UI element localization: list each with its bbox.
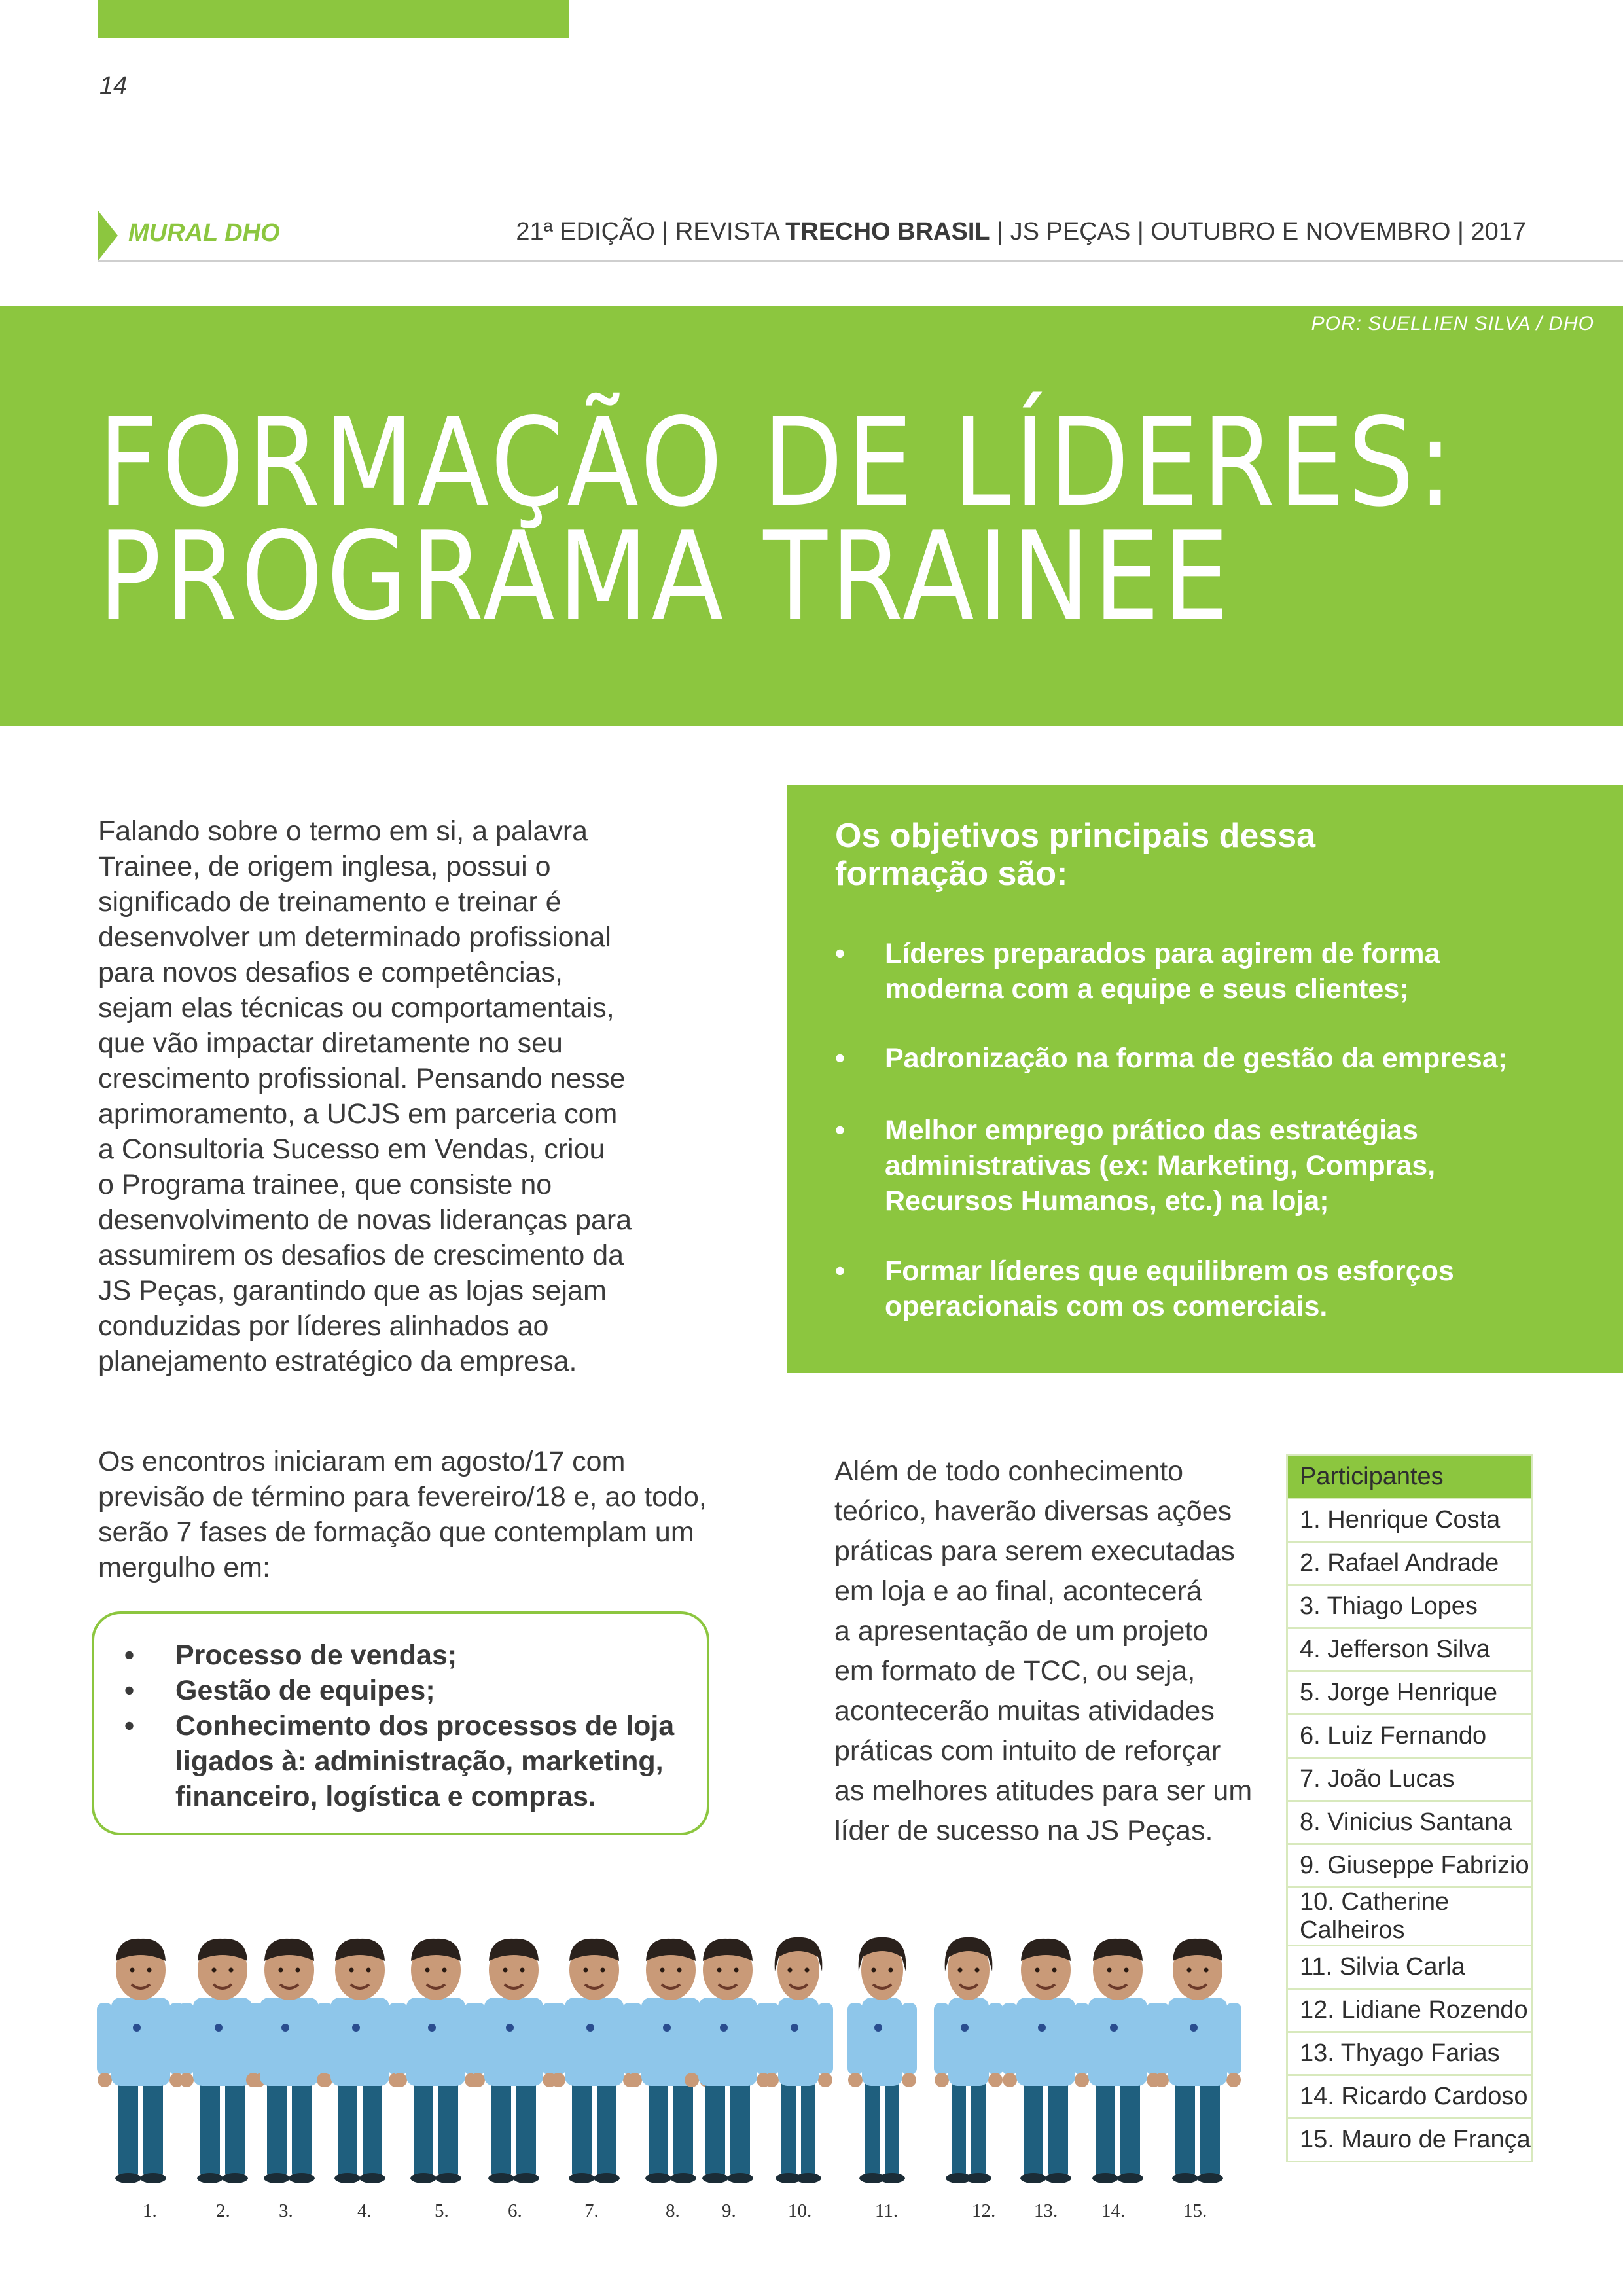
header-divider bbox=[98, 260, 1623, 262]
figure-hand bbox=[1075, 2073, 1089, 2087]
bullet-icon: • bbox=[835, 1115, 846, 1146]
intro-line: que vão impactar diretamente no seu bbox=[98, 1028, 563, 1059]
bullet-icon: • bbox=[835, 1255, 846, 1287]
objective-item bbox=[835, 1041, 1588, 1076]
team-figure bbox=[97, 1939, 185, 2183]
bullet-icon: • bbox=[124, 1640, 135, 1671]
figure-hand bbox=[685, 2073, 699, 2087]
figure-shoe bbox=[965, 2173, 991, 2183]
figure-arm bbox=[245, 2003, 261, 2075]
figure-eye bbox=[296, 1968, 300, 1973]
figure-arm bbox=[1074, 2003, 1090, 2075]
figure-hand bbox=[902, 2073, 916, 2087]
logo-icon bbox=[428, 2024, 436, 2032]
figure-leg bbox=[885, 2078, 899, 2176]
bullet-icon: • bbox=[124, 1675, 135, 1706]
figure-eye bbox=[660, 1968, 665, 1973]
figure-hand bbox=[818, 2073, 832, 2087]
conclusion-line: teórico, haverão diversas ações bbox=[834, 1496, 1232, 1527]
figure-arm bbox=[901, 2003, 917, 2075]
section-arrow-icon bbox=[98, 211, 118, 260]
objective-line: Recursos Humanos, etc.) na loja; bbox=[885, 1185, 1329, 1217]
magazine-name: TRECHO BRASIL bbox=[785, 218, 990, 245]
figure-leg bbox=[673, 2078, 693, 2176]
figure-eye bbox=[1035, 1968, 1040, 1973]
figure-number: 14. bbox=[1101, 2200, 1126, 2221]
topic-item bbox=[124, 1673, 681, 1708]
figure-arm bbox=[1002, 2003, 1018, 2075]
table-row bbox=[1287, 2032, 1532, 2075]
objective-line: Formar líderes que equilibrem os esforços bbox=[885, 1255, 1454, 1287]
logo-icon bbox=[352, 2024, 360, 2032]
figure-hand bbox=[1003, 2073, 1017, 2087]
intro-line: desenvolver um determinado profissional bbox=[98, 922, 611, 953]
figure-shoe bbox=[513, 2173, 539, 2183]
figure-shoe bbox=[670, 2173, 696, 2183]
figure-eye bbox=[889, 1968, 893, 1973]
participant-name: 13. Thyago Farias bbox=[1287, 2032, 1532, 2075]
figure-shoe bbox=[795, 2173, 821, 2183]
meetings-line: previsão de término para fevereiro/18 e, ao todo, bbox=[98, 1481, 707, 1513]
figure-number: 11. bbox=[875, 2200, 899, 2221]
participant-name: 8. Vinicius Santana bbox=[1287, 1801, 1532, 1844]
logo-icon bbox=[1038, 2024, 1046, 2032]
participant-name: 14. Ricardo Cardoso bbox=[1287, 2075, 1532, 2119]
team-illustration bbox=[92, 1911, 1257, 2186]
figure-arm bbox=[179, 2003, 194, 2075]
figure-shoe bbox=[410, 2173, 437, 2183]
table-row bbox=[1287, 1628, 1532, 1672]
top-accent-bar bbox=[98, 0, 569, 38]
intro-line: planejamento estratégico da empresa. bbox=[98, 1346, 577, 1377]
team-figure bbox=[764, 1937, 833, 2183]
participant-name: 4. Jefferson Silva bbox=[1287, 1628, 1532, 1672]
conclusion-line: a apresentação de um projeto bbox=[834, 1615, 1209, 1647]
figure-leg bbox=[730, 2078, 750, 2176]
objectives-title-line-2: formação são: bbox=[835, 855, 1068, 893]
team-figure bbox=[550, 1939, 638, 2183]
figure-shirt bbox=[330, 1998, 389, 2086]
figure-number: 10. bbox=[788, 2200, 812, 2221]
figure-leg bbox=[225, 2078, 245, 2176]
figure-number: 13. bbox=[1034, 2200, 1058, 2221]
figure-leg bbox=[1120, 2078, 1140, 2176]
figure-shirt bbox=[948, 1998, 989, 2086]
objective-line: Melhor emprego prático das estratégias bbox=[885, 1115, 1418, 1146]
topic-line: financeiro, logística e compras. bbox=[175, 1781, 596, 1812]
team-figure bbox=[934, 1937, 1003, 2183]
figure-shoe bbox=[569, 2173, 595, 2183]
topic-line: ligados à: administração, marketing, bbox=[175, 1746, 664, 1777]
conclusion-line: líder de sucesso na JS Peças. bbox=[834, 1815, 1213, 1846]
figure-eye bbox=[805, 1968, 810, 1973]
figure-eye bbox=[734, 1968, 739, 1973]
logo-icon bbox=[663, 2024, 671, 2032]
figure-shirt bbox=[1088, 1998, 1147, 2086]
conclusion-line: em formato de TCC, ou seja, bbox=[834, 1655, 1196, 1687]
figure-shoe bbox=[1117, 2173, 1143, 2183]
logo-icon bbox=[586, 2024, 594, 2032]
table-row bbox=[1287, 2119, 1532, 2162]
conclusion-line: acontecerão muitas atividades bbox=[834, 1695, 1215, 1727]
intro-line: o Programa trainee, que consiste no bbox=[98, 1169, 552, 1200]
figure-eye bbox=[366, 1968, 371, 1973]
figure-shirt bbox=[1168, 1998, 1227, 2086]
meetings-paragraph bbox=[98, 1444, 726, 1585]
figure-shirt bbox=[406, 1998, 465, 2086]
article-title bbox=[98, 391, 1457, 647]
intro-line: Trainee, de origem inglesa, possui o bbox=[98, 851, 551, 882]
figure-shoe bbox=[334, 2173, 361, 2183]
logo-icon bbox=[1110, 2024, 1118, 2032]
figure-hand bbox=[764, 2073, 779, 2087]
byline: POR: SUELLIEN SILVA / DHO bbox=[1311, 313, 1594, 334]
intro-line: JS Peças, garantindo que as lojas sejam bbox=[98, 1275, 607, 1306]
participants-header: Participantes bbox=[1287, 1456, 1532, 1499]
figure-eye bbox=[349, 1968, 354, 1973]
objective-line: administrativas (ex: Marketing, Compras, bbox=[885, 1150, 1436, 1181]
logo-icon bbox=[961, 2024, 969, 2032]
section-label: MURAL DHO bbox=[128, 219, 280, 247]
participant-name: 15. Mauro de França bbox=[1287, 2119, 1532, 2162]
intro-line: Falando sobre o termo em si, a palavra bbox=[98, 816, 588, 847]
table-row bbox=[1287, 1989, 1532, 2032]
figure-eye bbox=[788, 1968, 793, 1973]
table-row bbox=[1287, 1844, 1532, 1888]
figure-number: 2. bbox=[216, 2200, 230, 2221]
participants-header-row bbox=[1287, 1456, 1532, 1499]
figure-shoe bbox=[222, 2173, 248, 2183]
objective-item bbox=[835, 1253, 1588, 1324]
figure-shoe bbox=[702, 2173, 728, 2183]
figure-arm bbox=[988, 2003, 1003, 2075]
logo-icon bbox=[215, 2024, 223, 2032]
objective-line: Padronização na forma de gestão da empresa; bbox=[885, 1043, 1508, 1074]
table-row bbox=[1287, 1542, 1532, 1585]
page-number: 14 bbox=[99, 72, 128, 99]
figure-leg bbox=[1024, 2078, 1043, 2176]
topic-line: Processo de vendas; bbox=[175, 1640, 457, 1671]
title-line-1: FORMAÇÃO DE LÍDERES: bbox=[98, 391, 1457, 533]
figure-shoe bbox=[879, 2173, 905, 2183]
figure-hand bbox=[179, 2073, 194, 2087]
table-row bbox=[1287, 1499, 1532, 1542]
figure-number: 5. bbox=[435, 2200, 449, 2221]
figure-hand bbox=[98, 2073, 112, 2087]
objective-item bbox=[835, 936, 1588, 1007]
edition-prefix: 21ª EDIÇÃO | REVISTA bbox=[516, 218, 786, 245]
figure-leg bbox=[438, 2078, 458, 2176]
figure-eye bbox=[601, 1968, 605, 1973]
figure-leg bbox=[1200, 2078, 1220, 2176]
conclusion-line: Além de todo conhecimento bbox=[834, 1456, 1184, 1487]
figure-leg bbox=[801, 2078, 815, 2176]
figure-leg bbox=[200, 2078, 220, 2176]
figure-arm bbox=[316, 2003, 332, 2075]
figure-shoe bbox=[1020, 2173, 1046, 2183]
objective-line: moderna com a equipe e seus clientes; bbox=[885, 973, 1409, 1005]
figure-hand bbox=[935, 2073, 949, 2087]
intro-line: a Consultoria Sucesso em Vendas, criou bbox=[98, 1134, 605, 1165]
figure-number: 9. bbox=[722, 2200, 736, 2221]
figure-hand bbox=[246, 2073, 260, 2087]
team-figure bbox=[847, 1937, 917, 2183]
figure-shoe bbox=[359, 2173, 385, 2183]
figure-leg bbox=[597, 2078, 616, 2176]
figure-leg bbox=[705, 2078, 725, 2176]
meetings-line: serão 7 fases de formação que contemplam um bbox=[98, 1516, 694, 1548]
figure-shirt bbox=[484, 1998, 543, 2086]
topic-line: Conhecimento dos processos de loja bbox=[175, 1710, 675, 1742]
figure-eye bbox=[717, 1968, 722, 1973]
intro-paragraph bbox=[98, 814, 668, 1379]
figure-hand bbox=[1226, 2073, 1241, 2087]
figure-number: 6. bbox=[508, 2200, 522, 2221]
figure-shoe bbox=[645, 2173, 671, 2183]
figure-shirt bbox=[193, 1998, 252, 2086]
figure-number: 4. bbox=[357, 2200, 372, 2221]
participant-name: 10. Catherine Calheiros bbox=[1287, 1888, 1532, 1946]
figure-arm bbox=[1154, 2003, 1169, 2075]
figure-eye bbox=[425, 1968, 430, 1973]
participant-name: 11. Silvia Carla bbox=[1287, 1946, 1532, 1989]
figure-eye bbox=[279, 1968, 283, 1973]
objectives-title-line-1: Os objetivos principais dessa bbox=[835, 817, 1316, 855]
topic-item bbox=[124, 1638, 681, 1673]
edition-header bbox=[516, 218, 1526, 246]
table-row bbox=[1287, 1715, 1532, 1758]
figure-leg bbox=[971, 2078, 986, 2176]
conclusion-line: em loja e ao final, acontecerá bbox=[834, 1575, 1202, 1607]
table-row bbox=[1287, 1888, 1532, 1946]
meetings-line: mergulho em: bbox=[98, 1552, 270, 1583]
figure-eye bbox=[872, 1968, 876, 1973]
table-row bbox=[1287, 1672, 1532, 1715]
figure-hand bbox=[628, 2073, 642, 2087]
figure-shirt bbox=[111, 1998, 170, 2086]
figure-leg bbox=[865, 2078, 880, 2176]
figure-arm bbox=[934, 2003, 950, 2075]
figure-arm bbox=[627, 2003, 643, 2075]
figure-arm bbox=[470, 2003, 486, 2075]
figure-shoe bbox=[1092, 2173, 1118, 2183]
figure-leg bbox=[1048, 2078, 1068, 2176]
figure-leg bbox=[363, 2078, 382, 2176]
figure-shoe bbox=[594, 2173, 620, 2183]
figure-shoe bbox=[727, 2173, 753, 2183]
figure-hand bbox=[848, 2073, 863, 2087]
participants-table bbox=[1286, 1454, 1533, 2162]
figure-eye bbox=[130, 1968, 135, 1973]
figure-shoe bbox=[140, 2173, 166, 2183]
logo-icon bbox=[281, 2024, 289, 2032]
participant-name: 1. Henrique Costa bbox=[1287, 1499, 1532, 1542]
figure-leg bbox=[781, 2078, 796, 2176]
figure-shoe bbox=[1172, 2173, 1198, 2183]
figure-eye bbox=[1204, 1968, 1209, 1973]
figure-leg bbox=[516, 2078, 536, 2176]
figure-shoe bbox=[115, 2173, 141, 2183]
figure-shoe bbox=[197, 2173, 223, 2183]
intro-line: significado de treinamento e treinar é bbox=[98, 886, 562, 918]
figure-eye bbox=[520, 1968, 525, 1973]
figure-arm bbox=[550, 2003, 566, 2075]
figure-arm bbox=[817, 2003, 833, 2075]
participant-name: 3. Thiago Lopes bbox=[1287, 1585, 1532, 1628]
figure-eye bbox=[1187, 1968, 1192, 1973]
figure-arm bbox=[97, 2003, 113, 2075]
objectives-title bbox=[835, 817, 1588, 893]
team-figure bbox=[1154, 1939, 1241, 2183]
figure-number: 15. bbox=[1183, 2200, 1207, 2221]
figure-shirt bbox=[698, 1998, 757, 2086]
intro-line: assumirem os desafios de crescimento da bbox=[98, 1240, 624, 1271]
topic-item bbox=[124, 1708, 681, 1814]
figure-eye bbox=[677, 1968, 682, 1973]
bullet-icon: • bbox=[835, 938, 846, 969]
figure-leg bbox=[491, 2078, 511, 2176]
conclusion-line: as melhores atitudes para ser um bbox=[834, 1775, 1253, 1806]
figure-number: 3. bbox=[279, 2200, 293, 2221]
conclusion-paragraph bbox=[834, 1452, 1266, 1851]
intro-line: aprimoramento, a UCJS em parceria com bbox=[98, 1098, 618, 1130]
figure-arm bbox=[684, 2003, 700, 2075]
figure-shoe bbox=[289, 2173, 315, 2183]
figure-number: 7. bbox=[584, 2200, 599, 2221]
participant-name: 12. Lidiane Rozendo bbox=[1287, 1989, 1532, 2032]
intro-line: sejam elas técnicas ou comportamentais, bbox=[98, 992, 615, 1024]
figure-shirt bbox=[260, 1998, 319, 2086]
conclusion-line: práticas com intuito de reforçar bbox=[834, 1735, 1221, 1767]
figure-eye bbox=[212, 1968, 217, 1973]
figure-leg bbox=[143, 2078, 163, 2176]
conclusion-line: práticas para serem executadas bbox=[834, 1535, 1235, 1567]
figure-leg bbox=[1096, 2078, 1115, 2176]
table-row bbox=[1287, 1758, 1532, 1801]
figure-leg bbox=[952, 2078, 966, 2176]
figure-eye bbox=[1124, 1968, 1129, 1973]
meetings-line: Os encontros iniciaram em agosto/17 com bbox=[98, 1446, 626, 1477]
table-row bbox=[1287, 1801, 1532, 1844]
participant-name: 7. João Lucas bbox=[1287, 1758, 1532, 1801]
figure-leg bbox=[649, 2078, 668, 2176]
edition-suffix: | JS PEÇAS | OUTUBRO E NOVEMBRO | 2017 bbox=[990, 218, 1526, 245]
participant-name: 5. Jorge Henrique bbox=[1287, 1672, 1532, 1715]
figure-hand bbox=[393, 2073, 407, 2087]
figure-eye bbox=[975, 1968, 980, 1973]
logo-icon bbox=[874, 2024, 882, 2032]
bullet-icon: • bbox=[124, 1710, 135, 1742]
logo-icon bbox=[1190, 2024, 1198, 2032]
figure-hand bbox=[1154, 2073, 1169, 2087]
figure-leg bbox=[292, 2078, 312, 2176]
figure-shoe bbox=[1197, 2173, 1223, 2183]
figure-eye bbox=[958, 1968, 963, 1973]
figure-shirt bbox=[778, 1998, 819, 2086]
bullet-icon: • bbox=[835, 1043, 846, 1074]
figure-leg bbox=[414, 2078, 433, 2176]
intro-line: desenvolvimento de novas lideranças para bbox=[98, 1204, 632, 1236]
figure-eye bbox=[229, 1968, 234, 1973]
intro-line: crescimento profissional. Pensando nesse bbox=[98, 1063, 626, 1094]
figure-shirt bbox=[1016, 1998, 1075, 2086]
intro-line: conduzidas por líderes alinhados ao bbox=[98, 1310, 549, 1342]
figure-eye bbox=[1107, 1968, 1112, 1973]
figure-number: 8. bbox=[666, 2200, 680, 2221]
figure-shoe bbox=[435, 2173, 461, 2183]
intro-line: para novos desafios e competências, bbox=[98, 957, 563, 988]
team-figure bbox=[316, 1939, 404, 2183]
title-line-2: PROGRAMA TRAINEE bbox=[98, 505, 1233, 647]
participant-name: 6. Luiz Fernando bbox=[1287, 1715, 1532, 1758]
figure-shirt bbox=[565, 1998, 624, 2086]
figure-arm bbox=[764, 2003, 779, 2075]
figure-shoe bbox=[1045, 2173, 1071, 2183]
figure-leg bbox=[338, 2078, 357, 2176]
objective-item bbox=[835, 1113, 1588, 1219]
table-row bbox=[1287, 1585, 1532, 1628]
figure-hand bbox=[471, 2073, 485, 2087]
figure-number: 1. bbox=[143, 2200, 157, 2221]
logo-icon bbox=[791, 2024, 798, 2032]
figure-arm bbox=[1226, 2003, 1241, 2075]
figure-shirt bbox=[862, 1998, 902, 2086]
figure-shoe bbox=[488, 2173, 514, 2183]
figure-eye bbox=[1052, 1968, 1057, 1973]
table-row bbox=[1287, 1946, 1532, 1989]
figure-arm bbox=[847, 2003, 863, 2075]
figure-leg bbox=[267, 2078, 287, 2176]
figure-shoe bbox=[264, 2173, 290, 2183]
team-figure bbox=[1074, 1939, 1162, 2183]
team-figure bbox=[470, 1939, 558, 2183]
topic-line: Gestão de equipes; bbox=[175, 1675, 435, 1706]
figure-hand bbox=[551, 2073, 565, 2087]
figure-leg bbox=[1175, 2078, 1195, 2176]
figure-eye bbox=[503, 1968, 508, 1973]
figure-arm bbox=[392, 2003, 408, 2075]
objective-line: operacionais com os comerciais. bbox=[885, 1291, 1328, 1322]
logo-icon bbox=[506, 2024, 514, 2032]
table-row bbox=[1287, 2075, 1532, 2119]
figure-eye bbox=[584, 1968, 588, 1973]
team-figure bbox=[684, 1939, 772, 2183]
participant-name: 2. Rafael Andrade bbox=[1287, 1542, 1532, 1585]
objective-line: Líderes preparados para agirem de forma bbox=[885, 938, 1440, 969]
team-figure bbox=[392, 1939, 480, 2183]
figure-eye bbox=[442, 1968, 447, 1973]
figure-hand bbox=[988, 2073, 1003, 2087]
figure-eye bbox=[147, 1968, 152, 1973]
figure-hand bbox=[317, 2073, 331, 2087]
figure-leg bbox=[118, 2078, 138, 2176]
logo-icon bbox=[720, 2024, 728, 2032]
figure-leg bbox=[572, 2078, 592, 2176]
participant-name: 9. Giuseppe Fabrizio bbox=[1287, 1844, 1532, 1888]
figure-number: 12. bbox=[972, 2200, 996, 2221]
logo-icon bbox=[133, 2024, 141, 2032]
